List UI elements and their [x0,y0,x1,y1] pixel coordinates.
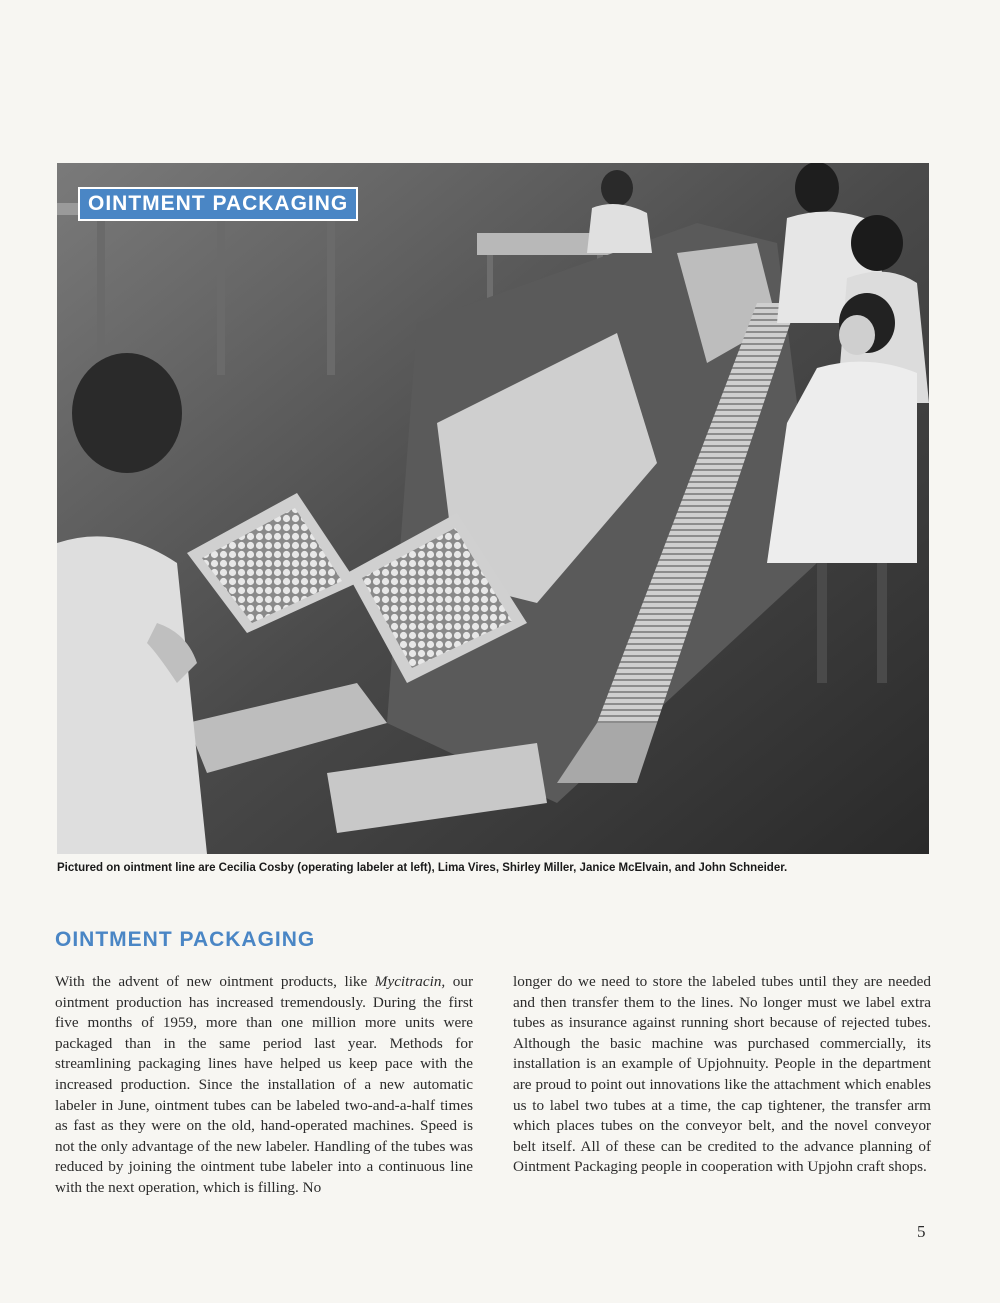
photo-illustration [57,163,929,854]
photo-caption: Pictured on ointment line are Cecilia Cosby (operating labeler at left), Lima Vires, Shirley Miller, Janice McElvain, and John Schneider. [57,862,788,874]
article-column-right: longer do we need to store the labeled tubes until they are needed and then transfer them to the lines. No longer must we label extra tubes as insurance against running short because of rejected tubes. Although the basic machine was purchased commercially, its installation is an example of Upjohnuity. People in the department are proud to point out innovations like the attachment which enables us to label two tubes at a time, the cap tightener, the transfer arm which places tubes on the conveyor belt, and the novel conveyor belt itself. All of these can be credited to the advance planning of Ointment Packaging people in cooperation with Upjohn craft shops. [513,973,931,1176]
page-number: 5 [917,1222,926,1241]
article-left-body: our ointment production has increased tremendously. During the first five months of 1959, more than one million more units were packaged than in the same period last year. Methods for streamlining packaging lines have helped us keep pace with the increased production. Since the installation of a new automatic labeler in June, ointment tubes can be labeled two-and-a-half times as fast as they were on the old, hand-operated machines. Speed is not the only advantage of the new labeler. Handling of the tubes was reduced by joining the ointment tube labeler into a continuous line with the next operation, which is filling. No [55,973,474,1196]
article-left-intro: With the advent of new ointment products, like [55,973,375,990]
photo-section-label: OINTMENT PACKAGING [78,187,358,221]
product-name: Mycitracin, [374,973,446,990]
article-column-left [55,972,473,1199]
article-heading: OINTMENT PACKAGING [55,928,316,951]
production-photo [57,163,929,854]
